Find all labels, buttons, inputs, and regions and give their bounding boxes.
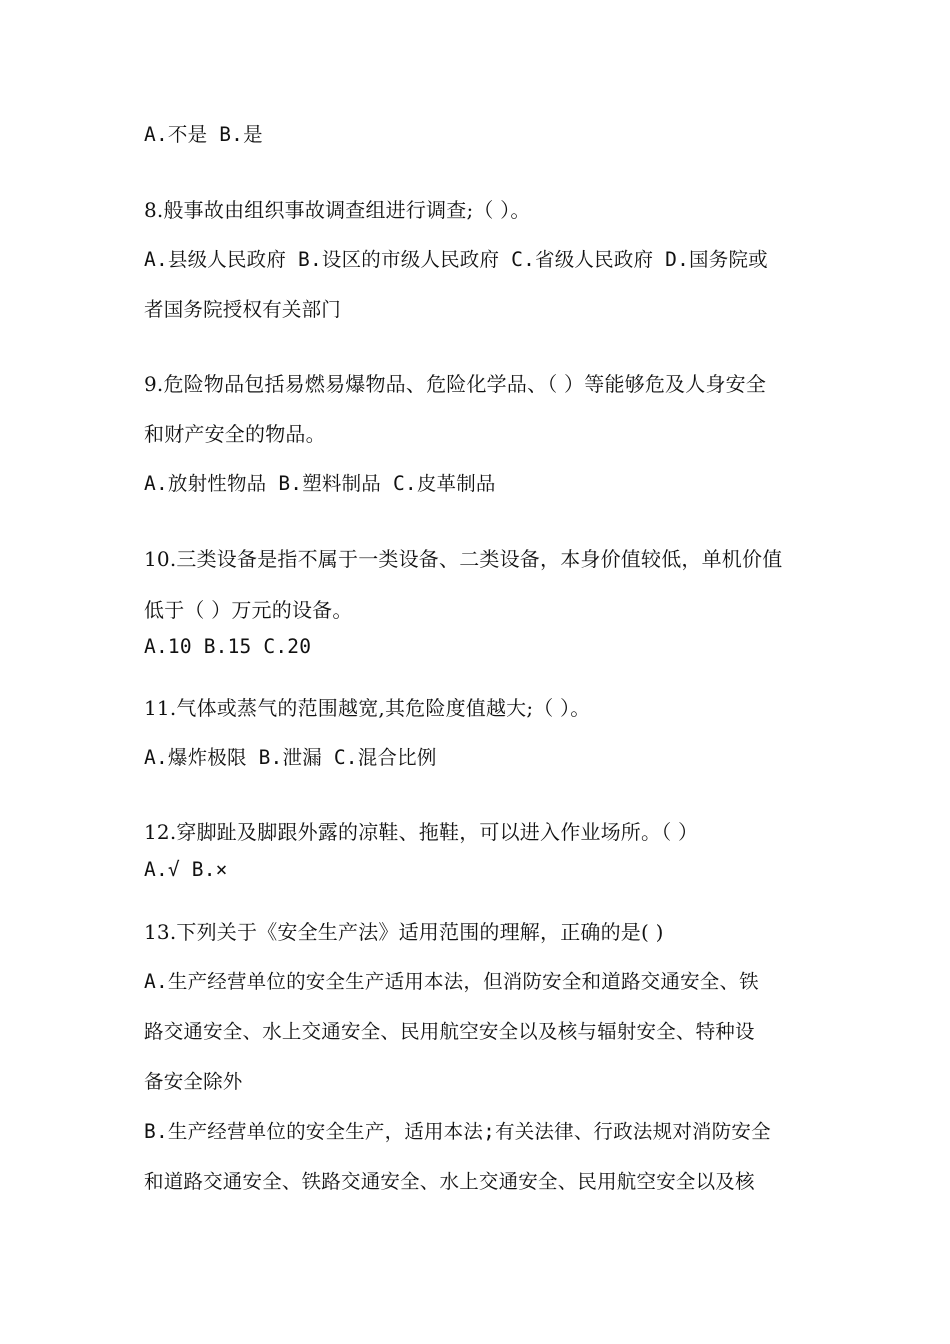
- q9-stem-line2: 和财产安全的物品。: [144, 422, 326, 446]
- q8-stem: 8.般事故由组织事故调查组进行调查;（ ）。: [144, 198, 531, 222]
- q12-stem: 12.穿脚趾及脚跟外露的凉鞋、拖鞋，可以进入作业场所。（ ）: [144, 820, 699, 844]
- q13-option-b-line1: B.生产经营单位的安全生产，适用本法;有关法律、行政法规对消防安全: [144, 1120, 771, 1143]
- q13-option-a-line1: A.生产经营单位的安全生产适用本法，但消防安全和道路交通安全、铁: [144, 970, 759, 993]
- q13-option-a-line2: 路交通安全、水上交通安全、民用航空安全以及核与辐射安全、特种设: [144, 1020, 755, 1043]
- q10-options: A.10 B.15 C.20: [144, 635, 312, 658]
- q11-stem: 11.气体或蒸气的范围越宽,其危险度值越大;（ ）。: [144, 696, 591, 720]
- q8-options-line2: 者国务院授权有关部门: [144, 298, 342, 321]
- q11-options: A.爆炸极限 B.泄漏 C.混合比例: [144, 746, 437, 769]
- q9-stem-line1: 9.危险物品包括易燃易爆物品、危险化学品、（ ）等能够危及人身安全: [144, 372, 767, 396]
- q13-option-a-line3: 备安全除外: [144, 1070, 243, 1093]
- q9-options: A.放射性物品 B.塑料制品 C.皮革制品: [144, 472, 496, 495]
- q13-stem: 13.下列关于《安全生产法》适用范围的理解，正确的是( ): [144, 920, 664, 944]
- q12-options: A.√ B.×: [144, 858, 228, 881]
- q10-stem-line1: 10.三类设备是指不属于一类设备、二类设备，本身价值较低，单机价值: [144, 547, 783, 571]
- q8-options-line1: A.县级人民政府 B.设区的市级人民政府 C.省级人民政府 D.国务院或: [144, 248, 768, 271]
- q10-stem-line2: 低于（ ）万元的设备。: [144, 598, 353, 622]
- q7-options: A.不是 B.是: [144, 123, 263, 146]
- q13-option-b-line2: 和道路交通安全、铁路交通安全、水上交通安全、民用航空安全以及核: [144, 1170, 755, 1193]
